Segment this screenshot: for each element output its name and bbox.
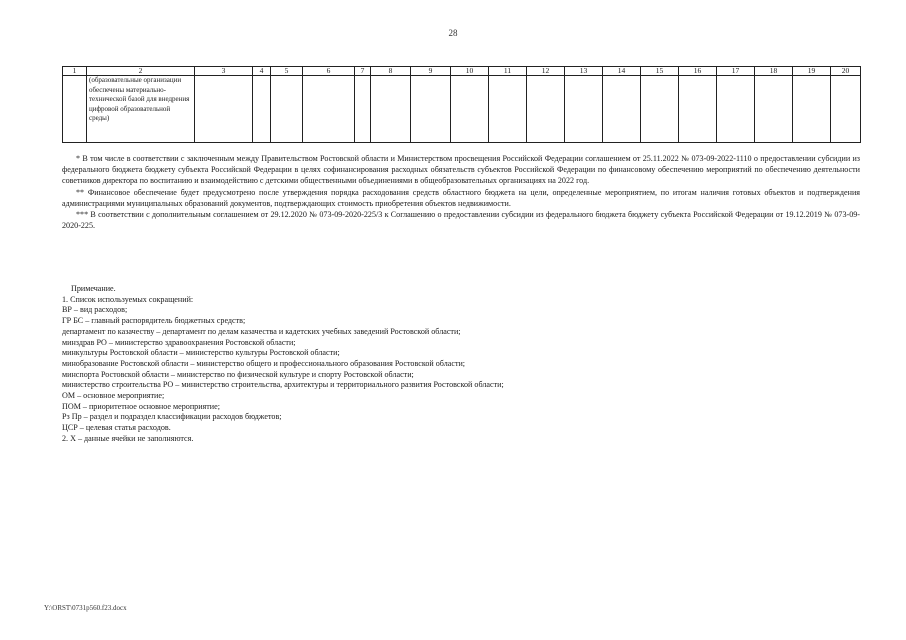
note-line: 1. Список используемых сокращений: — [62, 294, 194, 304]
column-header: 14 — [603, 67, 641, 76]
table-cell — [63, 76, 87, 143]
column-header: 4 — [253, 67, 271, 76]
column-header: 1 — [63, 67, 87, 76]
column-header: 16 — [679, 67, 717, 76]
table-cell — [303, 76, 355, 143]
table-row — [63, 76, 861, 143]
column-header: 8 — [371, 67, 411, 76]
table-cell — [641, 76, 679, 143]
note-line: ОМ – основное мероприятие; — [62, 391, 165, 401]
note-line: Рз Пр – раздел и подраздел классификации расходов бюджетов; — [62, 412, 282, 422]
table-cell — [271, 76, 303, 143]
note-line: минздрав РО – министерство здравоохранения Ростовской области; — [62, 337, 296, 347]
note-line: ЦСР – целевая статья расходов. — [62, 423, 171, 433]
column-header: 15 — [641, 67, 679, 76]
column-header: 9 — [411, 67, 451, 76]
table-cell-description: (образовательные организации обеспечены материально-технической базой для внедрения цифровой образовательной среды) — [87, 76, 195, 143]
table-cell — [755, 76, 793, 143]
table-cell — [195, 76, 253, 143]
table-cell — [253, 76, 271, 143]
column-header: 7 — [355, 67, 371, 76]
note-line: ВР – вид расходов; — [62, 305, 128, 315]
notes-title: Примечание. — [71, 284, 116, 293]
column-header: 5 — [271, 67, 303, 76]
table-cell — [527, 76, 565, 143]
table-cell — [355, 76, 371, 143]
column-header: 11 — [489, 67, 527, 76]
table-cell — [717, 76, 755, 143]
notes-section — [62, 284, 860, 445]
note-line: минобразование Ростовской области – министерство общего и профессионального образования Ростовской области; — [62, 358, 466, 368]
table-cell — [451, 76, 489, 143]
column-header: 2 — [87, 67, 195, 76]
note-line: 2. Х – данные ячейки не заполняются. — [62, 433, 194, 443]
column-header: 6 — [303, 67, 355, 76]
footnotes — [62, 153, 860, 231]
table-cell — [411, 76, 451, 143]
file-path: Y:\ORST\0731p560.f23.docx — [44, 604, 127, 612]
column-header: 10 — [451, 67, 489, 76]
footnote-2: ** Финансовое обеспечение будет предусмотрено после утверждения порядка расходования средств областного бюджета на цели, определенные мероприятием, по итогам наличия готовых объектов и подтверждения администрациями муниципальных образований документов, подтверждающих стоимость приобретения объектов недвижимости. — [62, 187, 860, 208]
table-cell — [489, 76, 527, 143]
column-header: 13 — [565, 67, 603, 76]
column-header: 17 — [717, 67, 755, 76]
note-line: ПОМ – приоритетное основное мероприятие; — [62, 401, 220, 411]
note-line: минкультуры Ростовской области – министерство культуры Ростовской области; — [62, 348, 340, 358]
footnote-3: *** В соответствии с дополнительным соглашением от 29.12.2020 № 073-09-2020-225/3 к Соглашению о предоставлении субсидии из федерального бюджета бюджету субъекта Российской Федерации от 19.12.2019 № 073-09-2020-225. — [62, 210, 860, 231]
note-line: минспорта Ростовской области – министерство по физической культуре и спорту Ростовской области; — [62, 369, 414, 379]
column-header: 3 — [195, 67, 253, 76]
column-header: 20 — [831, 67, 861, 76]
table-cell — [603, 76, 641, 143]
data-table — [62, 66, 861, 143]
table-cell — [565, 76, 603, 143]
column-header: 19 — [793, 67, 831, 76]
table-cell — [371, 76, 411, 143]
footnote-1: * В том числе в соответствии с заключенным между Правительством Ростовской области и Министерством просвещения Российской Федерации соглашением от 25.11.2022 № 073-09-2022-1110 о предоставлении субсидии из федерального бюджета бюджету субъекта Российской Федерации в целях софинансирования расходных обязательств субъектов Российской Федерации по финансовому обеспечению мероприятий по обеспечению деятельности советников директора по воспитанию и взаимодействию с детскими общественными объединениями в общеобразовательных организациях на 2022 год. — [62, 154, 860, 186]
note-line: министерство строительства РО – министерство строительства, архитектуры и территориального развития Ростовской области; — [62, 380, 504, 390]
table-cell — [831, 76, 861, 143]
column-header: 18 — [755, 67, 793, 76]
page-number: 28 — [448, 28, 458, 38]
table-cell — [793, 76, 831, 143]
table-cell — [679, 76, 717, 143]
column-header: 12 — [527, 67, 565, 76]
table-header-row — [63, 67, 861, 76]
note-line: ГР БС – главный распорядитель бюджетных средств; — [62, 316, 246, 326]
note-line: департамент по казачеству – департамент по делам казачества и кадетских учебных заведений Ростовской области; — [62, 326, 461, 336]
